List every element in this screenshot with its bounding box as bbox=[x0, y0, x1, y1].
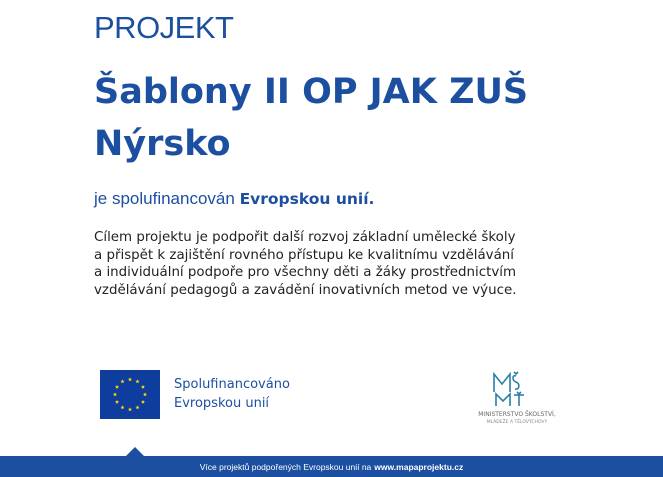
footer-bar bbox=[0, 456, 663, 477]
description-line-2: a přispět k zajištění rovného přístupu ke kvalitnímu vzdělávání bbox=[94, 247, 514, 263]
project-title bbox=[94, 66, 634, 170]
eu-text-line-1: Spolufinancováno bbox=[174, 377, 290, 392]
cofunding-bold: Evropskou unií. bbox=[239, 190, 375, 208]
project-description bbox=[94, 229, 614, 299]
msmt-logo bbox=[462, 368, 572, 428]
project-title-line-2: Nýrsko bbox=[94, 124, 231, 164]
eu-star bbox=[143, 392, 147, 396]
cofunding-statement bbox=[94, 189, 374, 209]
msmt-line-1: MINISTERSTVO ŠKOLSTVÍ, bbox=[478, 411, 556, 418]
eu-star bbox=[120, 379, 124, 383]
eu-text-line-2: Evropskou unií bbox=[174, 396, 270, 411]
msmt-logo-icon bbox=[462, 368, 572, 428]
description-line-4: vzdělávání pedagogů a zavádění inovativních metod ve výuce. bbox=[94, 282, 517, 298]
eu-star bbox=[141, 385, 145, 389]
msmt-line-2: MLÁDEŽE A TĚLOVÝCHOVY bbox=[486, 420, 548, 425]
description-line-1: Cílem projektu je podpořit další rozvoj základní umělecké školy bbox=[94, 230, 516, 245]
eu-star bbox=[115, 385, 119, 389]
cofunding-prefix: je spolufinancován bbox=[94, 189, 235, 208]
project-label: PROJEKT bbox=[94, 10, 234, 45]
footer-text: Více projektů podpořených Evropskou unií na bbox=[199, 461, 372, 472]
eu-star bbox=[120, 405, 124, 409]
footer-link[interactable]: www.mapaprojektu.cz bbox=[374, 461, 464, 472]
eu-star bbox=[128, 377, 132, 381]
eu-stars bbox=[100, 370, 160, 419]
eu-star bbox=[141, 400, 145, 404]
eu-star bbox=[113, 392, 117, 396]
project-title-line-1: Šablony II OP JAK ZUŠ bbox=[94, 72, 529, 112]
eu-cofunding-text bbox=[174, 375, 290, 413]
eu-star bbox=[135, 405, 139, 409]
eu-star bbox=[135, 379, 139, 383]
eu-star bbox=[128, 407, 132, 411]
footer-notch bbox=[126, 447, 144, 456]
description-line-3: a individuální podpoře pro všechny děti a žáky prostřednictvím bbox=[94, 265, 517, 280]
eu-star bbox=[115, 400, 119, 404]
eu-flag-icon bbox=[100, 370, 160, 419]
